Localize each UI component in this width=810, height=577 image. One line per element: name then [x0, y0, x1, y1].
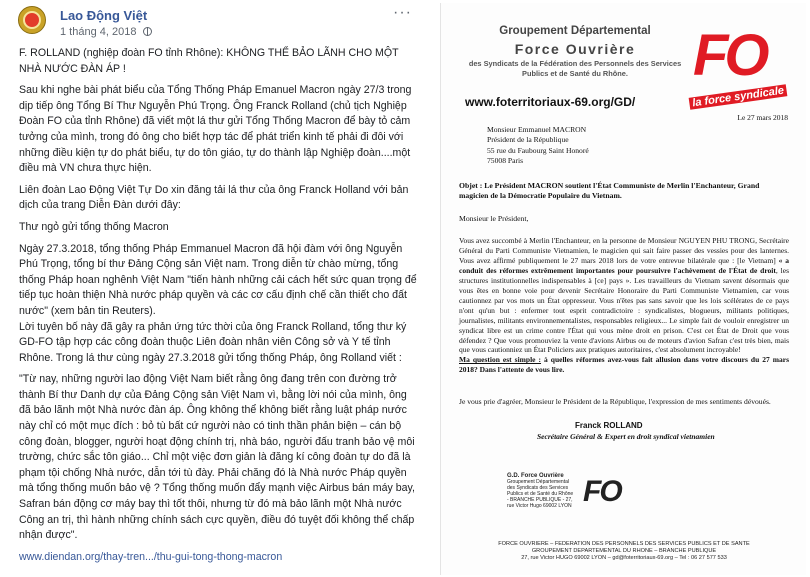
fo-logo-tagline: la force syndicale [689, 84, 788, 110]
post-text [19, 46, 421, 571]
letter-greeting: Monsieur le Président, [459, 214, 529, 223]
letterhead-website: www.foterritoriaux-69.org/GD/ [465, 95, 636, 109]
stamp-heading: G.D. Force Ouvrière [507, 473, 564, 479]
post-quote: "Từ nay, những người lao động Việt Nam biết rằng ông đang trên con đường trở thành Bí thư Danh dự của Đảng Cộng sản Việt Nam vì, bằng lời nói của mình, ông đã bảo lãnh một Nhà nước đàn áp. Ông không thể không biết rằng luật pháp nước này chỉ có một mục đích : bỏ tù bất cứ người nào có tinh thần phản biện – cán bộ công đoàn, blogger, người hoạt động chính trị, nhà báo, người đấu tranh bảo vệ môi trường, chức sắc tôn giáo... Chỉ một việc đơn giản là đăng kí công đoàn tự do đã là phạm tội chống Nhà nước, dẫn tới tù đày. Phải chăng đó là Nhà nước Pháp quyền mà tổng thống muốn bảo vệ ? Tổng thống muốn đẩy mạnh việc Airbus bán máy bay, Safran bán động cơ máy bay thì tốt thôi, nhưng từ đó mà bảo lãnh một Nhà nước Công an trị, thì hành những chính sách cực quyền, điều đó tuyệt đối không thể chấp nhận được". [19, 373, 415, 542]
globe-icon [143, 27, 152, 36]
signer-name: Franck ROLLAND [575, 421, 643, 430]
more-options-icon[interactable]: ··· [393, 4, 412, 21]
letter-image[interactable] [440, 3, 806, 575]
letter-body-text: , les structures institutionnelles indispensables à [ce] pays ». Les travailleurs du Vietnam savent désormais que vous êtes en bonne voie pour devenir Secrétaire Honoraire du Parti Communiste Vietnamien, car vous cautionnez par vos mots un État oppresseur. Vous n'êtes pas sans savoir que les lois scélérates de ce pays n'ont qu'un but : enfermer tout esprit contradictoire : syndicalistes, blogueurs, militants politiques, journalistes, militants environnementalistes, responsables religieux... Le simple fait de vouloir enregistrer un syndicat libre est un crime contre l'État qui vous mène droit en prison. C'est cet État de Droit que vous défendez ? Que vous promouviez la vente d'avions Airbus ou de moteurs d'avion Safran c'est très bien, mais que vous cautionniez un État Policiers aux pratiques autoritaires, c'est absolument incroyable! [459, 265, 789, 355]
letterhead-org-name: Force Ouvrière [514, 41, 636, 57]
fo-logo-text: FO [693, 23, 766, 88]
post-paragraph: Sau khi nghe bài phát biểu của Tổng Thống Pháp Emanuel Macron ngày 27/3 trong dịp tiếp ông Tổng Bí Thư Nguyễn Phú Trọng. Ông Franck Rolland (chủ tịch Nghiệp Đoàn FO của tỉnh Rhône) đã viết một lá thư gửi Tổng Thống Macron để bày tỏ cảm tưởng của mình, trong đó ông cho biết hợp tác để phát triển kinh tế phải đi đôi với những điều kiện tự do phát biểu, tự do tôn giáo, tự do thành lập Nghiệp đoàn....một điều mà VN chưa thực hiện. [19, 84, 412, 175]
letter-body-text: Vous avez succombé à Merlin l'Enchanteur, en la personne de Monsieur NGUYEN PHU TRONG, Secrétaire Général du Parti Communiste Vietnamien, le magicien qui sait faire passer des vessies pour des lanternes. Vous avez affirmé publiquement le 27 mars 2018 lors de votre entrevue bilatérale que : [le Vietnam] [459, 236, 789, 265]
union-stamp [507, 473, 637, 525]
letterhead-subtitle: des Syndicats de la Fédération des Personnels des Services Publics et de Santé du Rhône. [468, 59, 682, 78]
post-paragraph: Ngày 27.3.2018, tổng thống Pháp Emmanuel Macron đã hội đàm với ông Nguyễn Phú Trọng, tổng bí thư Đảng Cộng sản Việt nam. Trong diễn từ chào mừng, tổng thống Pháp hoan nghênh Việt Nam "tiến hành những cải cách hết sức quan trọng để tiếp tục hoàn thiện Nhà nước pháp quyền và các cơ cấu định chế cần thiết cho đất nước" (xem bản tin Reuters). [19, 242, 417, 317]
post-paragraph: Thư ngỏ gửi tổng thống Macron [19, 220, 169, 233]
letter-footer: FORCE OUVRIERE – FEDERATION DES PERSONNELS DES SERVICES PUBLICS ET DE SANTE GROUPEMENT DEPARTEMENTAL DU RHONE – BRANCHE PUBLIQUE 27, rue Victor HUGO 69002 LYON – gd@foterritoriaux-69.org – Tel : 06 27 577 533 [498, 541, 750, 562]
letter-body [459, 236, 789, 375]
stamp-logo: FO [583, 475, 621, 508]
letter-date: Le 27 mars 2018 [737, 113, 788, 122]
letter-closing: Je vous prie d'agréer, Monsieur le Président de la République, l'expression de mes sentiments dévoués. [459, 397, 771, 406]
letter-subject: Objet : Le Président MACRON soutient l'État Communiste de Merlin l'Enchanteur, Grand magicien de la Démocratie Populaire du Vietnam. [459, 181, 760, 201]
fo-logo [687, 23, 795, 111]
recipient-address: Monsieur Emmanuel MACRON Président de la République 55 rue du Faubourg Saint Honoré 75008 Paris [487, 125, 589, 166]
post-paragraph: Liên đoàn Lao Động Việt Tự Do xin đăng tải lá thư của ông Franck Holland với bản dịch của trang Diễn Đàn dưới đây: [19, 183, 409, 212]
page-avatar[interactable] [18, 6, 46, 34]
post-headline: F. ROLLAND (nghiệp đoàn FO tỉnh Rhône): KHÔNG THỂ BẢO LÃNH CHO MỘT NHÀ NƯỚC ĐÀN ÁP ! [19, 47, 399, 75]
letterhead-org: Groupement Départemental [499, 25, 651, 37]
page-name-link[interactable]: Lao Động Việt [60, 8, 148, 23]
letter-question-label: Ma question est simple : [459, 355, 542, 365]
post-paragraph: Lời tuyên bố này đã gây ra phản ứng tức thời của ông Franck Rolland, tổng thư ký GD-FO tập hợp các công đoàn thuộc Liên đoàn nhân viên Công sở và Y tế tỉnh Rhône. Trong lá thư cùng ngày 27.3.2018 gửi tổng thống Pháp, ông Rolland viết : [19, 320, 407, 364]
signer-title: Secrétaire Général & Expert en droit syndical vietnamien [537, 432, 715, 441]
post-date-link[interactable]: 1 tháng 4, 2018 [60, 26, 137, 38]
stamp-text [507, 473, 575, 509]
letter-body-quote: « a conduit des réformes extrêmement importantes pour poursuivre l'achèvement de l'État de droit [459, 255, 789, 275]
source-link[interactable]: www.diendan.org/thay-tren.../thu-gui-tong-thong-macron [19, 550, 283, 563]
post-meta [60, 26, 152, 38]
letter-question: à quelles réformes avez-vous fait allusion dans votre discours du 27 mars 2018? Dans l'attente de vous lire. [459, 355, 789, 375]
stamp-details: Groupement Départemental des Syndicats des Services Publics et de Santé du Rhône - BRANCHE PUBLIQUE - 27, rue Victor Hugo 69002 LYON [507, 479, 574, 509]
post-header [18, 4, 418, 42]
